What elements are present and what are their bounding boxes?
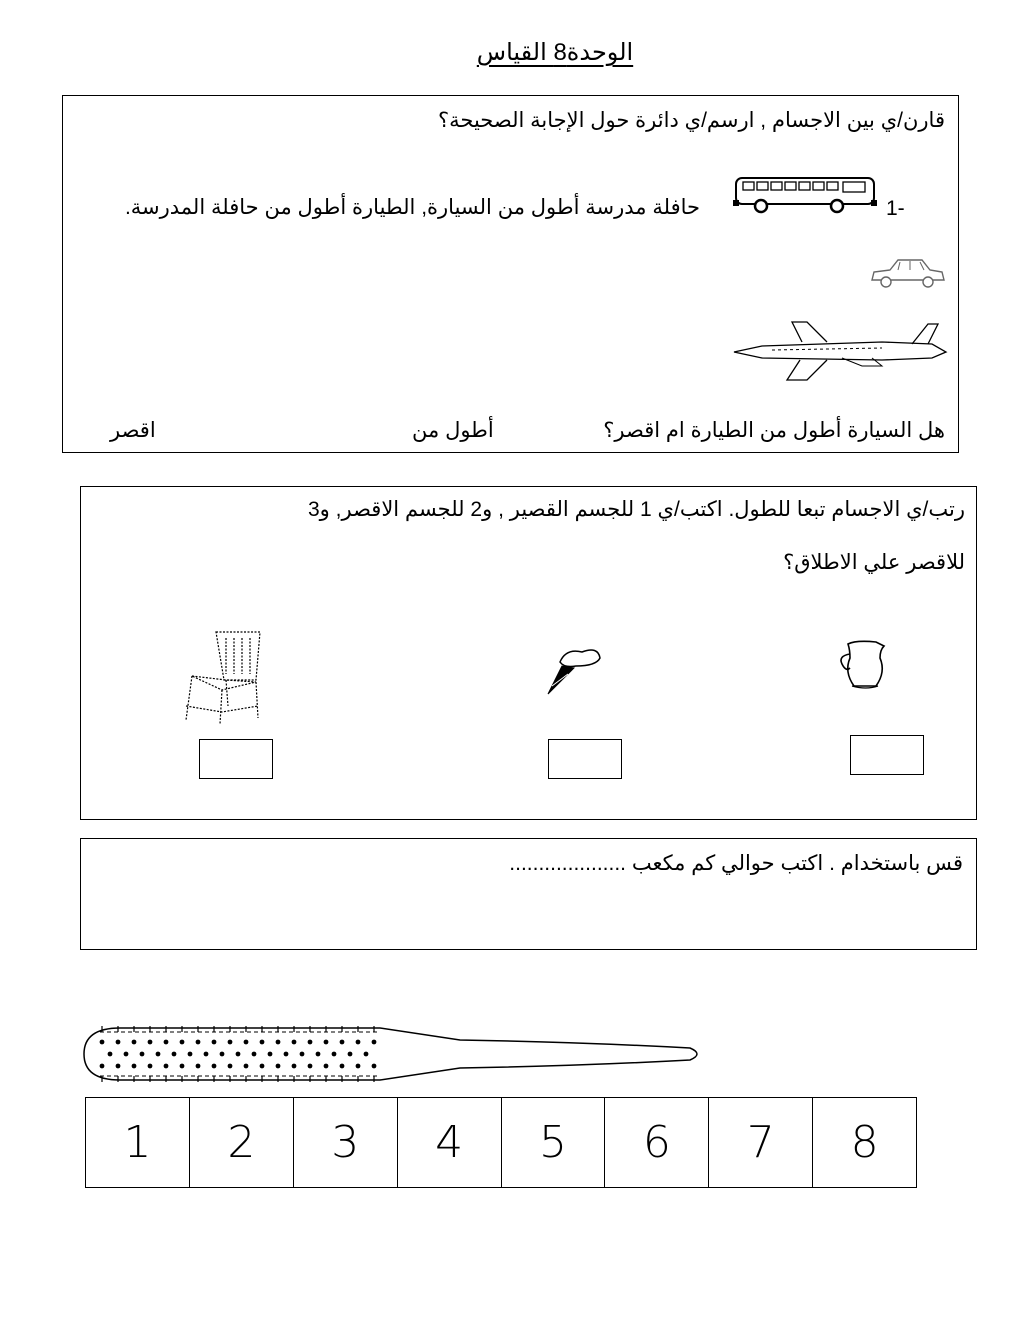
compare-question: هل السيارة أطول من الطيارة ام اقصر؟ xyxy=(603,419,945,442)
ruler-cell: 5 xyxy=(501,1098,605,1187)
page-title: الوحدة8 القياس xyxy=(476,39,634,66)
compare-instruction: قارن/ي بين الاجسام , ارسم/ي دائرة حول الإجابة الصحيحة؟ xyxy=(438,109,945,132)
ruler-cell: 4 xyxy=(397,1098,501,1187)
section-compare xyxy=(62,95,959,453)
ruler-cell: 6 xyxy=(604,1098,708,1187)
option-shorter[interactable]: اقصر xyxy=(110,419,156,442)
ruler-cell: 3 xyxy=(293,1098,397,1187)
answer-box-ice-cream[interactable] xyxy=(548,739,622,779)
airplane-icon xyxy=(732,320,948,382)
item-number: 1- xyxy=(886,197,905,220)
school-bus-icon xyxy=(733,176,878,214)
chair-icon xyxy=(182,630,266,728)
ice-cream-icon xyxy=(546,646,604,698)
ruler-cell: 7 xyxy=(708,1098,812,1187)
answer-box-chair[interactable] xyxy=(199,739,273,779)
option-longer[interactable]: أطول من xyxy=(412,419,494,442)
hairbrush-icon xyxy=(80,1018,704,1088)
pitcher-icon xyxy=(836,638,892,692)
answer-box-pitcher[interactable] xyxy=(850,735,924,775)
ruler-cell: 1 xyxy=(123,1117,152,1168)
ruler-cell: 8 xyxy=(812,1098,916,1187)
cube-ruler xyxy=(85,1097,917,1188)
ruler-cell: 2 xyxy=(189,1098,293,1187)
order-instruction-line1: رتب/ي الاجسام تبعا للطول. اكتب/ي 1 للجسم القصير , و2 للجسم الاقصر, و3 xyxy=(307,498,965,521)
order-instruction-line2: للاقصر علي الاطلاق؟ xyxy=(783,551,965,574)
measure-instruction: قس باستخدام . اكتب حوالي كم مكعب .................... xyxy=(509,852,963,875)
compare-statement: حافلة مدرسة أطول من السيارة, الطيارة أطول من حافلة المدرسة. xyxy=(124,196,700,219)
car-icon xyxy=(868,256,946,292)
